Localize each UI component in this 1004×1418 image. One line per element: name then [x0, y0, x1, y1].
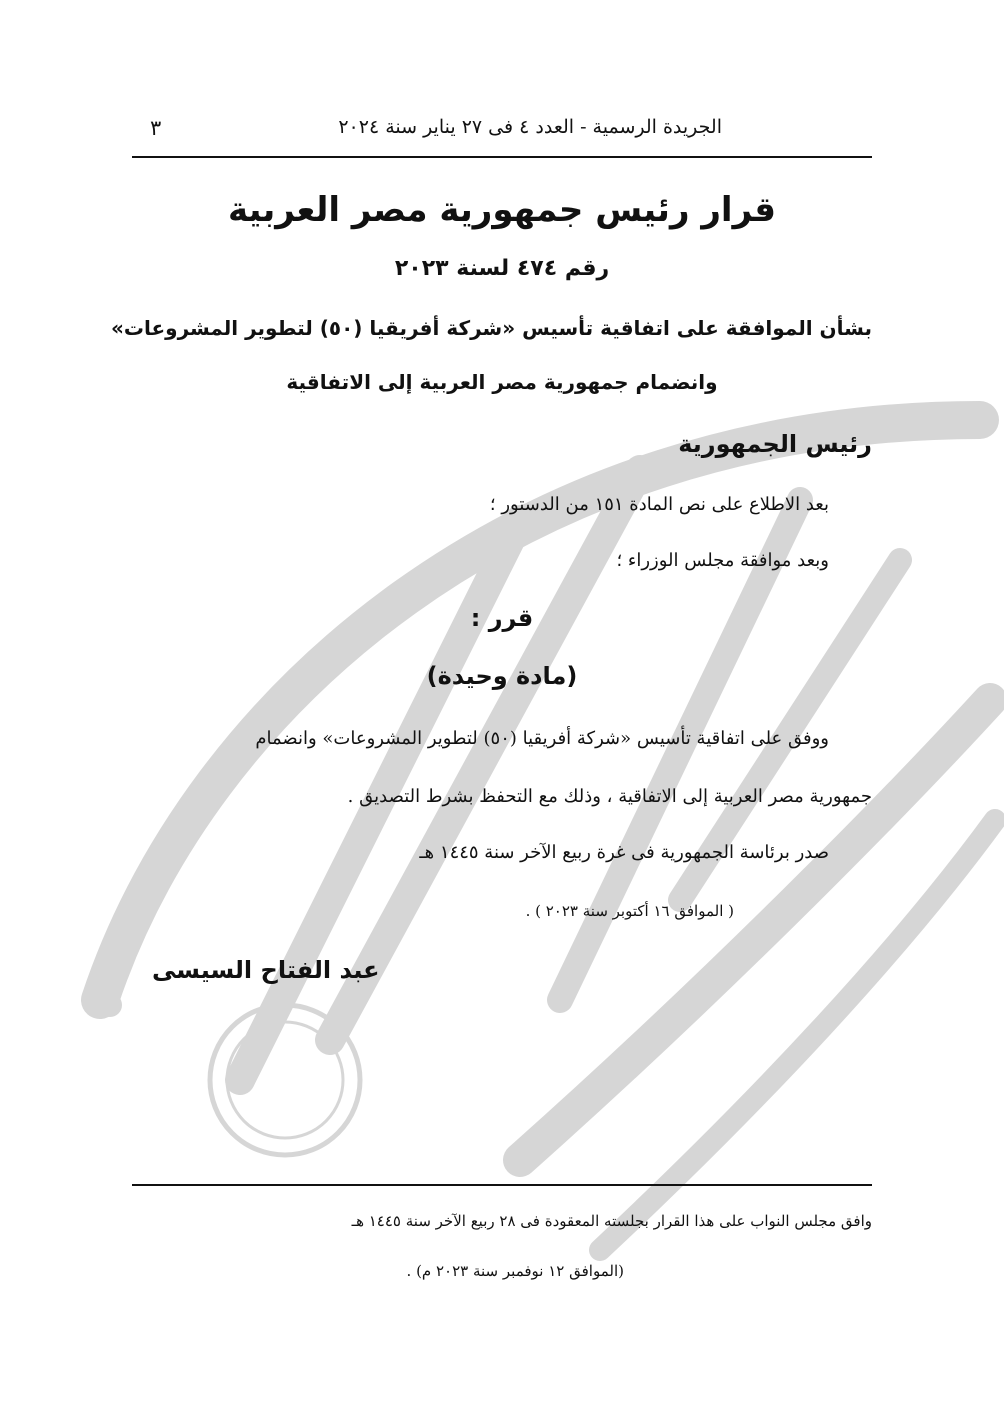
header-title: الجريدة الرسمية - العدد ٤ فى ٢٧ يناير سنة ٢٠٢٤: [338, 116, 722, 138]
article-body-line-1: ووفق على اتفاقية تأسيس «شركة أفريقيا (٥٠) لتطوير المشروعات» وانضمام: [255, 728, 829, 749]
watermark-stroke: [520, 700, 990, 1160]
watermark-dot: [98, 993, 122, 1017]
watermark-seal-ring: [210, 1005, 360, 1155]
footnote-divider: [132, 1184, 872, 1186]
watermark-stroke: [560, 500, 800, 1000]
header-divider: [132, 156, 872, 158]
watermark-stroke: [330, 470, 640, 1040]
decided-heading: قرر :: [470, 604, 534, 632]
decree-title: قرار رئيس جمهورية مصر العربية: [227, 190, 777, 230]
watermark-seal-ring: [227, 1022, 343, 1138]
preamble-line-2: وبعد موافقة مجلس الوزراء ؛: [616, 550, 829, 571]
issued-line-1: صدر برئاسة الجمهورية فى غرة ربيع الآخر سنة ١٤٤٥ هـ: [419, 842, 829, 863]
page-number: ٣: [150, 116, 162, 140]
preamble-line-1: بعد الاطلاع على نص المادة ١٥١ من الدستور ؛: [489, 494, 829, 515]
decree-subject-line-2: وانضمام جمهورية مصر العربية إلى الاتفاقية: [286, 370, 718, 394]
decree-subject-line-1: بشأن الموافقة على اتفاقية تأسيس «شركة أفريقيا (٥٠) لتطوير المشروعات»: [110, 316, 872, 340]
footnote-line-1: وافق مجلس النواب على هذا القرار بجلسته المعقودة فى ٢٨ ربيع الآخر سنة ١٤٤٥ هـ: [351, 1212, 872, 1230]
article-heading: (مادة وحيدة): [426, 662, 578, 690]
president-heading: رئيس الجمهورية: [678, 430, 872, 458]
page-header: [132, 116, 872, 148]
article-body-line-2: جمهورية مصر العربية إلى الاتفاقية ، وذلك مع التحفظ بشرط التصديق .: [347, 786, 872, 807]
footnote-line-2: (الموافق ١٢ نوفمبر سنة ٢٠٢٣ م) .: [406, 1262, 624, 1280]
signature-name: عبد الفتاح السيسى: [152, 956, 380, 984]
decree-number: رقم ٤٧٤ لسنة ٢٠٢٣: [394, 256, 610, 281]
issued-line-2: ( الموافق ١٦ أكتوبر سنة ٢٠٢٣ ) .: [525, 902, 734, 920]
